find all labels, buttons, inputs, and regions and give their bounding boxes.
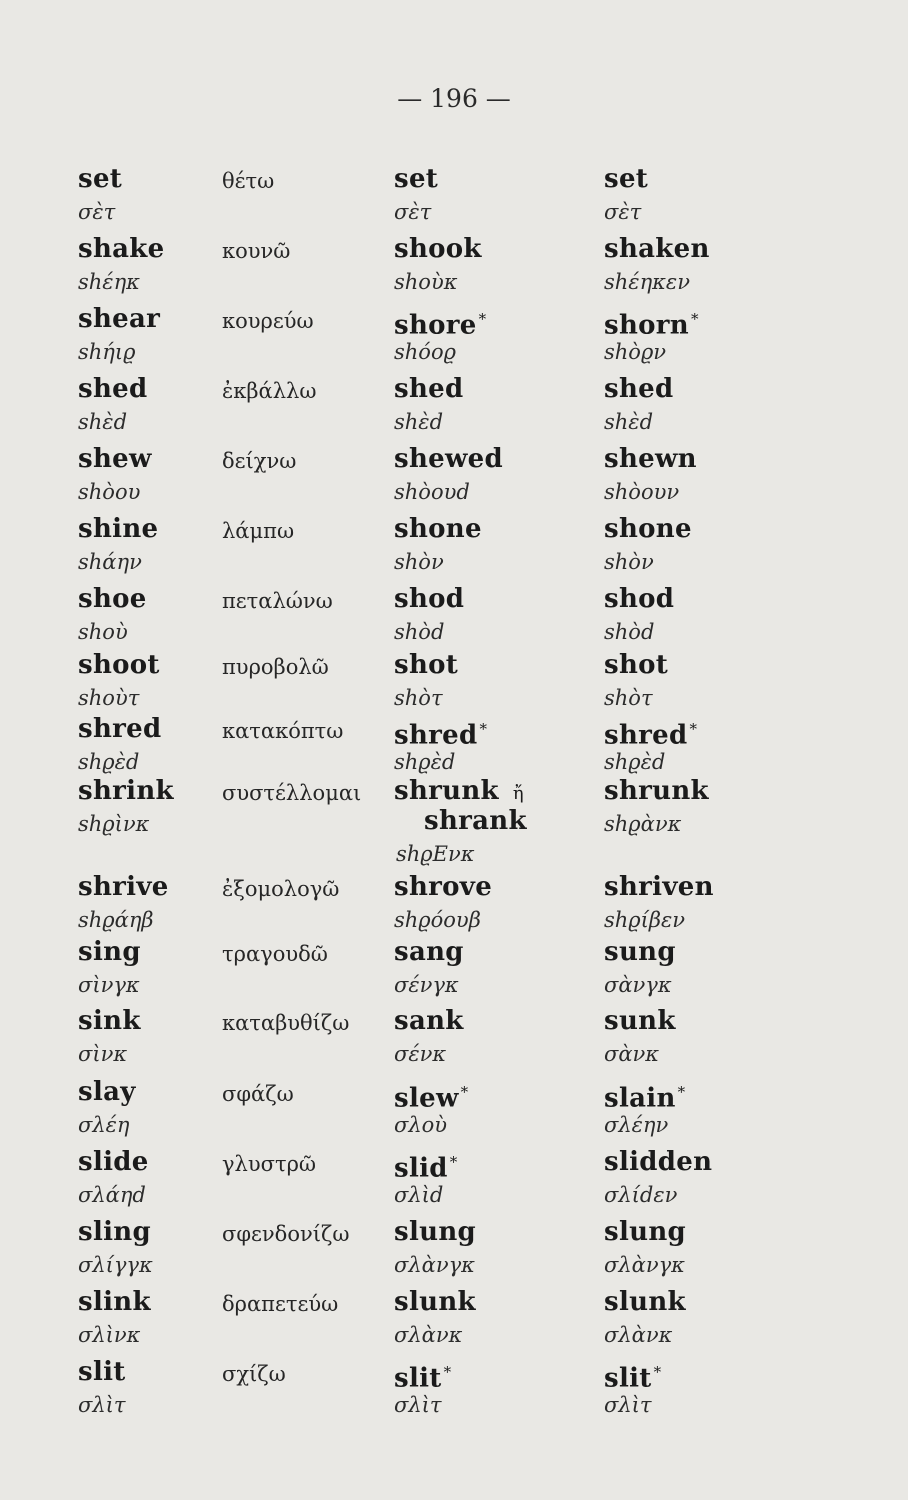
verb-present-word: set xyxy=(78,164,123,194)
verb-past xyxy=(394,1287,476,1317)
verb-participle xyxy=(604,514,692,544)
verb-participle-pronunciation: σλὰνγκ xyxy=(604,1253,685,1277)
asterisk-mark: * xyxy=(443,1363,452,1381)
verb-participle-word: shaken xyxy=(604,234,710,264)
verb-past-word: shrunk xyxy=(394,776,499,806)
verb-present xyxy=(78,714,161,744)
verb-past xyxy=(394,1217,476,1247)
verb-present xyxy=(78,1077,136,1107)
verb-present-pronunciation: shϱάηβ xyxy=(78,908,154,932)
verb-past-pronunciation: shὸτ xyxy=(394,686,443,710)
greek-translation: ἐκβάλλω xyxy=(222,379,317,403)
verb-entry xyxy=(0,584,908,654)
verb-present-word: slide xyxy=(78,1147,149,1177)
verb-past xyxy=(394,937,464,967)
verb-present-pronunciation: shϱὲd xyxy=(78,750,140,774)
verb-past-word: shod xyxy=(394,584,465,614)
verb-past-pronunciation: σὲτ xyxy=(394,200,432,224)
verb-entry xyxy=(0,1217,908,1287)
verb-participle-word: shed xyxy=(604,374,674,404)
verb-participle-pronunciation: shὸϱν xyxy=(604,340,667,364)
verb-present-word: sling xyxy=(78,1217,151,1247)
greek-translation: γλυστρῶ xyxy=(222,1152,317,1176)
verb-present-word: shear xyxy=(78,304,161,334)
verb-participle xyxy=(604,374,673,404)
verb-present xyxy=(78,1006,141,1036)
verb-present xyxy=(78,164,122,194)
greek-translation: πυροβολῶ xyxy=(222,655,329,679)
verb-past xyxy=(394,164,438,194)
verb-participle xyxy=(604,1357,661,1394)
verb-participle-pronunciation: σὲτ xyxy=(604,200,642,224)
verb-past-word: shore xyxy=(394,310,477,341)
verb-present xyxy=(78,872,169,902)
verb-past xyxy=(394,514,482,544)
verb-participle xyxy=(604,650,668,680)
greek-translation: λάμπω xyxy=(222,519,295,543)
verb-present xyxy=(78,1217,151,1247)
verb-participle xyxy=(604,1006,676,1036)
verb-present-word: shine xyxy=(78,514,159,544)
greek-translation: πεταλώνω xyxy=(222,589,333,613)
verb-past-pronunciation: shὸουd xyxy=(394,480,470,504)
verb-participle-word: set xyxy=(604,164,649,194)
verb-past-pronunciation: σλὰνκ xyxy=(394,1323,463,1347)
verb-participle-pronunciation: σλὰνκ xyxy=(604,1323,673,1347)
verb-past-alternative-pronunciation: shϱEνκ xyxy=(396,842,475,866)
verb-past-word: shewed xyxy=(394,444,503,474)
verb-past-word: shed xyxy=(394,374,464,404)
verb-present xyxy=(78,304,160,334)
verb-participle xyxy=(604,584,674,614)
verb-present-pronunciation: σλίγγκ xyxy=(78,1253,153,1277)
greek-translation: δείχνω xyxy=(222,449,297,473)
asterisk-mark: * xyxy=(460,1083,469,1101)
verb-present-word: slay xyxy=(78,1077,136,1107)
verb-past-pronunciation: shὸν xyxy=(394,550,444,574)
verb-present xyxy=(78,234,164,264)
verb-participle xyxy=(604,164,648,194)
greek-translation: κατακόπτω xyxy=(222,719,344,743)
verb-past-word: shone xyxy=(394,514,482,544)
verb-present-word: shed xyxy=(78,374,148,404)
verb-present-word: slink xyxy=(78,1287,151,1317)
verb-past-pronunciation: shὸd xyxy=(394,620,445,644)
greek-translation: κουρεύω xyxy=(222,309,314,333)
verb-present-pronunciation: shὲd xyxy=(78,410,128,434)
verb-participle-pronunciation: σλέην xyxy=(604,1113,669,1137)
verb-entry xyxy=(0,872,908,942)
verb-past-word: set xyxy=(394,164,439,194)
verb-present-pronunciation: shέηκ xyxy=(78,270,140,294)
verb-participle-word: slidden xyxy=(604,1147,713,1177)
verb-entry xyxy=(0,374,908,444)
verb-participle-word: shot xyxy=(604,650,669,680)
verb-past-pronunciation: shόοϱ xyxy=(394,340,456,364)
verb-past-alternative: shrank xyxy=(424,806,527,836)
verb-present-word: sing xyxy=(78,937,141,967)
or-mark: ἤ xyxy=(512,783,524,804)
verb-past-word: shrove xyxy=(394,872,493,902)
verb-past xyxy=(394,1357,451,1394)
verb-present-word: shoe xyxy=(78,584,147,614)
verb-past-pronunciation: σλοὺ xyxy=(394,1113,448,1137)
verb-entry xyxy=(0,304,908,374)
verb-present-word: slit xyxy=(78,1357,126,1387)
verb-participle xyxy=(604,937,676,967)
verb-present-pronunciation: shὸου xyxy=(78,480,141,504)
verb-past-pronunciation: shὲd xyxy=(394,410,444,434)
verb-participle xyxy=(604,1147,712,1177)
verb-past-pronunciation: shϱόουβ xyxy=(394,908,481,932)
verb-participle-pronunciation: σὰνγκ xyxy=(604,973,672,997)
verb-past-pronunciation: shϱὲd xyxy=(394,750,456,774)
verb-participle-word: shred xyxy=(604,720,688,751)
verb-participle-pronunciation: shὸτ xyxy=(604,686,653,710)
verb-present xyxy=(78,374,147,404)
verb-entry xyxy=(0,514,908,584)
verb-past-word: slunk xyxy=(394,1287,476,1317)
greek-translation: σχίζω xyxy=(222,1362,286,1386)
verb-participle-word: shod xyxy=(604,584,675,614)
verb-present xyxy=(78,514,158,544)
verb-participle-pronunciation: shϱίβεν xyxy=(604,908,686,932)
verb-entry xyxy=(0,164,908,234)
verb-participle-pronunciation: shϱὲd xyxy=(604,750,666,774)
verb-participle-word: slit xyxy=(604,1363,652,1394)
verb-present-pronunciation: shoὺ xyxy=(78,620,128,644)
verb-participle-word: shrunk xyxy=(604,776,709,806)
verb-past xyxy=(394,872,492,902)
verb-past-word: shook xyxy=(394,234,482,264)
verb-present-pronunciation: σλὶνκ xyxy=(78,1323,141,1347)
verb-past-word: sang xyxy=(394,937,464,967)
verb-entry xyxy=(0,776,908,866)
verb-past-word: sank xyxy=(394,1006,464,1036)
verb-participle-word: shewn xyxy=(604,444,697,474)
verb-past xyxy=(394,1147,458,1184)
verb-past-pronunciation: σλὶτ xyxy=(394,1393,442,1417)
asterisk-mark: * xyxy=(677,1083,686,1101)
verb-present-pronunciation: σλὶτ xyxy=(78,1393,126,1417)
verb-entry xyxy=(0,714,908,784)
verb-present-pronunciation: shoὺτ xyxy=(78,686,140,710)
asterisk-mark: * xyxy=(689,720,698,738)
verb-entry xyxy=(0,234,908,304)
verb-participle-word: shriven xyxy=(604,872,714,902)
verb-present xyxy=(78,1357,126,1387)
verb-participle xyxy=(604,714,697,751)
verb-present-word: shred xyxy=(78,714,162,744)
verb-entry xyxy=(0,1147,908,1217)
verb-present-pronunciation: σὶνγκ xyxy=(78,973,140,997)
verb-past xyxy=(394,1077,468,1114)
verb-participle-pronunciation: shὸd xyxy=(604,620,655,644)
verb-participle-pronunciation: σλίdεν xyxy=(604,1183,678,1207)
verb-present-pronunciation: σλάηd xyxy=(78,1183,146,1207)
verb-participle-word: shorn xyxy=(604,310,689,341)
verb-past-pronunciation: shoὺκ xyxy=(394,270,458,294)
asterisk-mark: * xyxy=(690,310,699,328)
asterisk-mark: * xyxy=(478,310,487,328)
verb-present-word: shrive xyxy=(78,872,169,902)
verb-past xyxy=(394,234,482,264)
verb-participle-pronunciation: σὰνκ xyxy=(604,1042,660,1066)
verb-past-word: shot xyxy=(394,650,459,680)
verb-entry xyxy=(0,444,908,514)
verb-participle-pronunciation: shϱὰνκ xyxy=(604,812,682,836)
verb-present xyxy=(78,937,141,967)
greek-translation: σφάζω xyxy=(222,1082,294,1106)
verb-past-word: shred xyxy=(394,720,478,751)
verb-past xyxy=(394,1006,464,1036)
verb-participle-word: sung xyxy=(604,937,676,967)
verb-participle xyxy=(604,1077,685,1114)
verb-present xyxy=(78,650,160,680)
verb-entry xyxy=(0,1287,908,1357)
verb-past-word: slew xyxy=(394,1083,459,1114)
verb-participle-word: shone xyxy=(604,514,692,544)
verb-participle xyxy=(604,444,697,474)
greek-translation: θέτω xyxy=(222,169,275,193)
verb-past-word: slid xyxy=(394,1153,448,1184)
verb-participle xyxy=(604,304,699,341)
greek-translation: ἐξομολογῶ xyxy=(222,877,340,901)
verb-participle-pronunciation: σλὶτ xyxy=(604,1393,652,1417)
verb-participle-word: slung xyxy=(604,1217,687,1247)
greek-translation: σφενδονίζω xyxy=(222,1222,350,1246)
verb-present-pronunciation: σλέη xyxy=(78,1113,130,1137)
asterisk-mark: * xyxy=(653,1363,662,1381)
verb-past-pronunciation: σένγκ xyxy=(394,973,459,997)
verb-past-word: slung xyxy=(394,1217,477,1247)
verb-past-pronunciation: σλὰνγκ xyxy=(394,1253,475,1277)
asterisk-mark: * xyxy=(449,1153,458,1171)
verb-past xyxy=(394,374,463,404)
greek-translation: κουνῶ xyxy=(222,239,291,263)
verb-past xyxy=(394,776,524,809)
verb-entry xyxy=(0,937,908,1007)
verb-participle xyxy=(604,1287,686,1317)
verb-past xyxy=(394,444,503,474)
verb-present xyxy=(78,444,152,474)
verb-present xyxy=(78,1287,151,1317)
verb-present-pronunciation: shάην xyxy=(78,550,142,574)
verb-present-word: shake xyxy=(78,234,165,264)
greek-translation: τραγουδῶ xyxy=(222,942,328,966)
verb-participle-word: sunk xyxy=(604,1006,676,1036)
verb-entry xyxy=(0,650,908,720)
verb-participle-pronunciation: shὸουν xyxy=(604,480,680,504)
verb-participle xyxy=(604,1217,686,1247)
verb-entry xyxy=(0,1077,908,1147)
verb-participle xyxy=(604,776,709,806)
verb-present-pronunciation: shήιϱ xyxy=(78,340,136,364)
greek-translation: συστέλλομαι xyxy=(222,781,362,805)
verb-participle-pronunciation: shὸν xyxy=(604,550,654,574)
greek-translation: καταβυθίζω xyxy=(222,1011,350,1035)
verb-past xyxy=(394,650,458,680)
verb-past-word: slit xyxy=(394,1363,442,1394)
verb-present-word: sink xyxy=(78,1006,141,1036)
verb-present xyxy=(78,776,174,806)
verb-participle-pronunciation: shὲd xyxy=(604,410,654,434)
asterisk-mark: * xyxy=(479,720,488,738)
verb-participle-pronunciation: shέηκεν xyxy=(604,270,690,294)
verb-present xyxy=(78,584,147,614)
verb-present-word: shrink xyxy=(78,776,174,806)
verb-present-word: shoot xyxy=(78,650,160,680)
verb-participle-word: slunk xyxy=(604,1287,686,1317)
page-number: — 196 — xyxy=(397,84,511,113)
verb-present-word: shew xyxy=(78,444,152,474)
verb-entry xyxy=(0,1357,908,1427)
verb-participle xyxy=(604,234,710,264)
verb-past xyxy=(394,304,486,341)
verb-present-pronunciation: shϱὶνκ xyxy=(78,812,150,836)
verb-participle-word: slain xyxy=(604,1083,676,1114)
verb-present-pronunciation: σὲτ xyxy=(78,200,116,224)
verb-present-pronunciation: σὶνκ xyxy=(78,1042,128,1066)
verb-past xyxy=(394,714,487,751)
verb-present xyxy=(78,1147,149,1177)
verb-past-pronunciation: σλὶd xyxy=(394,1183,444,1207)
verb-entry xyxy=(0,1006,908,1076)
verb-participle xyxy=(604,872,714,902)
greek-translation: δραπετεύω xyxy=(222,1292,339,1316)
verb-past-pronunciation: σένκ xyxy=(394,1042,447,1066)
verb-past xyxy=(394,584,464,614)
